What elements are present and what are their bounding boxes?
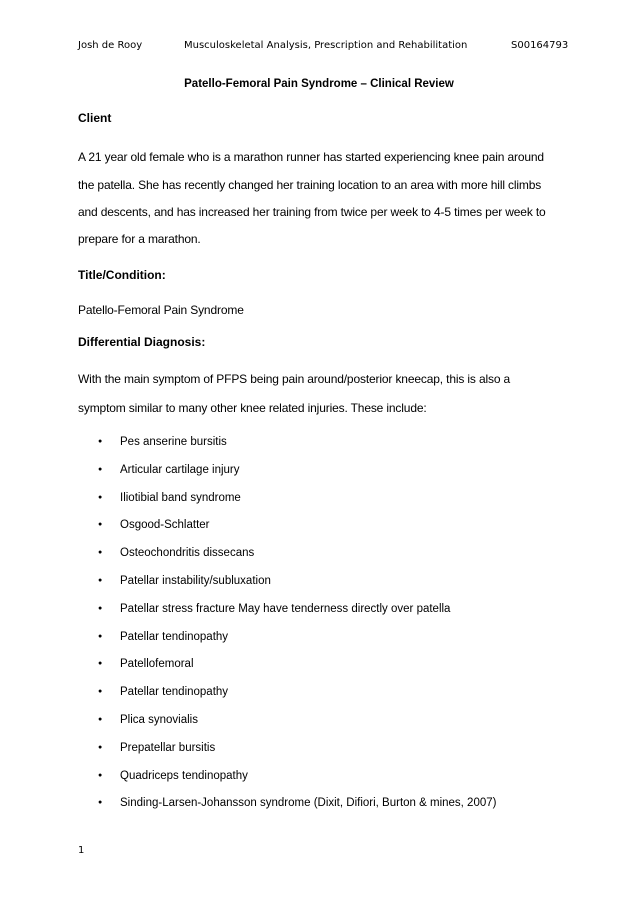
list-item <box>98 492 241 508</box>
bullet-dot-icon: ● <box>98 438 103 445</box>
differential-heading: Differential Diagnosis: <box>78 335 206 349</box>
bullet-dot-icon: ● <box>98 632 103 640</box>
page-header <box>0 40 638 54</box>
list-item-text: Patellar tendinopathy <box>120 686 229 699</box>
list-item-text: Iliotibial band syndrome <box>120 491 241 504</box>
condition-heading: Title/Condition: <box>78 268 166 282</box>
list-item <box>98 658 194 674</box>
bullet-dot-icon: ● <box>98 743 103 751</box>
list-item-text: Patellar instability/subluxation <box>120 575 271 587</box>
client-heading: Client <box>78 111 112 125</box>
list-item <box>98 714 198 730</box>
client-text-line: and descents, and has increased her training from twice per week to 4-5 times per week to <box>78 205 546 219</box>
bullet-dot-icon: ● <box>98 549 103 557</box>
list-item <box>98 770 248 786</box>
list-item <box>98 603 450 619</box>
page-number: 1 <box>78 845 85 856</box>
list-item <box>98 686 228 702</box>
bullet-dot-icon: ● <box>98 493 103 501</box>
list-item <box>98 575 271 591</box>
document-title: Patello-Femoral Pain Syndrome – Clinical Review <box>184 78 454 90</box>
list-item-text: Pes anserine bursitis <box>120 436 227 448</box>
header-student-id: S00164793 <box>511 40 569 51</box>
client-text-line: A 21 year old female who is a marathon runner has started experiencing knee pain around <box>78 150 544 164</box>
bullet-dot-icon: ● <box>98 771 103 779</box>
list-item <box>98 519 210 535</box>
client-text-line: prepare for a marathon. <box>78 232 201 246</box>
list-item-text: Patellofemoral <box>120 658 194 671</box>
header-course-title: Musculoskeletal Analysis, Prescription and Rehabilitation <box>184 40 468 51</box>
list-item-text: Sinding-Larsen-Johansson syndrome (Dixit, Difiori, Burton & mines, 2007) <box>120 797 497 810</box>
bullet-dot-icon: ● <box>98 604 103 612</box>
differential-text-line: symptom similar to many other knee related injuries. These include: <box>78 401 427 415</box>
list-item-text: Patellar tendinopathy <box>120 630 229 643</box>
bullet-dot-icon: ● <box>98 688 103 696</box>
bullet-dot-icon: ● <box>98 660 103 668</box>
bullet-dot-icon: ● <box>98 577 103 584</box>
list-item <box>98 547 254 563</box>
bullet-dot-icon: ● <box>98 799 103 807</box>
client-text-line: the patella. She has recently changed her training location to an area with more hill climbs <box>78 178 542 192</box>
differential-text-line: With the main symptom of PFPS being pain around/posterior kneecap, this is also a <box>78 372 511 386</box>
list-item-text: Osgood-Schlatter <box>120 519 210 532</box>
list-item-text: Prepatellar bursitis <box>120 741 216 754</box>
list-item-text: Articular cartilage injury <box>120 463 240 476</box>
list-item <box>98 742 215 758</box>
list-item-text: Patellar stress fracture May have tenderness directly over patella <box>120 602 451 615</box>
header-author: Josh de Rooy <box>78 40 143 51</box>
list-item <box>98 464 240 480</box>
list-item <box>98 797 496 813</box>
list-item <box>98 631 228 647</box>
list-item-text: Osteochondritis dissecans <box>120 547 255 560</box>
bullet-dot-icon: ● <box>98 521 103 529</box>
list-item <box>98 436 227 452</box>
bullet-dot-icon: ● <box>98 465 103 473</box>
bullet-dot-icon: ● <box>98 716 103 723</box>
condition-text: Patello-Femoral Pain Syndrome <box>78 303 244 317</box>
list-item-text: Quadriceps tendinopathy <box>120 769 248 782</box>
list-item-text: Plica synovialis <box>120 714 198 726</box>
